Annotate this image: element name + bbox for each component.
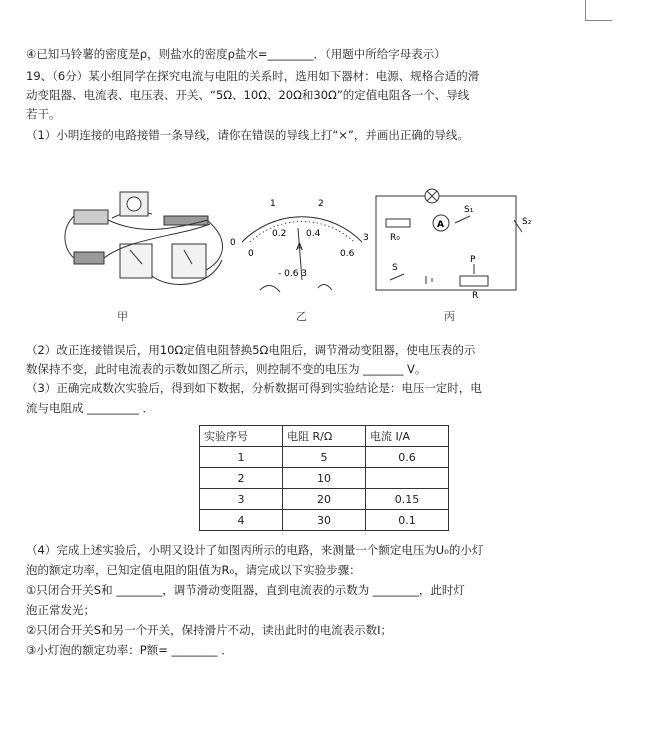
voltmeter-sketch: [172, 244, 206, 278]
table-cell: 4: [200, 510, 283, 531]
circuit-figures: [60, 180, 600, 330]
part4-step1-cont: 泡正常发光；: [26, 603, 95, 617]
question-19-part3-cont: 流与电阻成 _________ ．: [26, 401, 155, 415]
figure-jia-label: 甲: [117, 310, 128, 323]
table-row: [200, 447, 449, 468]
figure-jia-wiring: [65, 192, 223, 284]
question-19-stem-end: 若干。: [26, 107, 61, 121]
rheostat-symbol: [460, 276, 488, 286]
ammeter-unit-label: A: [296, 242, 303, 253]
terminal-wires: [260, 284, 332, 292]
upper-tick-1: 1: [270, 199, 276, 209]
switch-s2: [514, 220, 522, 232]
question-18-step4: ④已知马铃薯的密度是ρ，则盐水的密度ρ盐水=________．（用题中所给字母表示）: [26, 47, 446, 61]
upper-tick-2: 2: [318, 199, 324, 209]
switch-s1: [455, 216, 470, 223]
ammeter-terminals: - 0.6 3: [278, 269, 308, 279]
page-corner-mark: [585, 0, 612, 21]
label-s1: S₁: [464, 205, 474, 215]
lower-tick-0: 0: [248, 249, 254, 259]
question-19-stem: 19、（6分）某小组同学在探究电流与电阻的关系时，选用如下器材：电源、规格合适的滑: [26, 69, 480, 83]
table-cell: 10: [283, 468, 366, 489]
table-cell: 3: [200, 489, 283, 510]
data-table: [199, 425, 449, 531]
question-19-part3: （3）正确完成数次实验后，得到如下数据，分析数据可得到实验结论是：电压一定时，电: [26, 381, 482, 395]
upper-tick-0: 0: [230, 238, 236, 248]
table-cell: 20: [283, 489, 366, 510]
table-cell: 0.1: [366, 510, 449, 531]
question-19-stem-cont: 动变阻器、电流表、电压表、开关、“5Ω、10Ω、20Ω和30Ω”的定值电阻各一个、导线: [26, 88, 470, 102]
label-ammeter: A: [437, 220, 444, 230]
table-cell: 0.6: [366, 447, 449, 468]
question-19-part1: （1）小明连接的电路接错一条导线，请你在错误的导线上打“×”，并画出正确的导线。: [26, 128, 469, 142]
lower-tick-04: 0.4: [306, 229, 321, 239]
label-r: R: [472, 291, 479, 301]
label-s: S: [392, 263, 398, 273]
part4-step2: ②只闭合开关S和另一个开关，保持滑片不动，读出此时的电流表示数I；: [26, 623, 392, 637]
table-cell: 1: [200, 447, 283, 468]
table-row: [200, 489, 449, 510]
switch-s: [390, 274, 404, 280]
table-cell: [366, 468, 449, 489]
lower-tick-06: 0.6: [340, 249, 355, 259]
table-header-row: [200, 426, 449, 447]
figure-bing-label: 丙: [444, 310, 455, 323]
label-p: P: [470, 255, 476, 265]
table-cell: 0.15: [366, 489, 449, 510]
label-r0: R₀: [390, 233, 400, 243]
table-cell: 2: [200, 468, 283, 489]
part4-step1: ①只闭合开关S和 ________，调节滑动变阻器，直到电流表的示数为 ________，此时灯: [26, 583, 465, 597]
question-19-part2-cont: 数保持不变，此时电流表的示数如图乙所示，则控制不变的电压为 _______ V。: [26, 362, 427, 376]
upper-tick-3: 3: [363, 233, 369, 243]
part4-step3: ③小灯泡的额定功率：P额= ________ ．: [26, 643, 233, 657]
label-s2: S₂: [522, 217, 532, 227]
table-cell: 30: [283, 510, 366, 531]
figure-yi-label: 乙: [296, 310, 307, 323]
question-19-part4: （4）完成上述实验后，小明又设计了如图丙所示的电路，来测量一个额定电压为U₀的小灯: [26, 543, 484, 557]
resistor-sketch: [74, 252, 104, 264]
rheostat-sketch: [164, 216, 208, 225]
battery-box: [74, 210, 108, 224]
question-19-part2: （2）改正连接错误后，用10Ω定值电阻替换5Ω电阻后，调节滑动变阻器，使电压表的示: [26, 343, 476, 357]
table-cell: 5: [283, 447, 366, 468]
question-19-part4-cont: 泡的额定功率，已知定值电阻的阻值为R₀，请完成以下实验步骤：: [26, 563, 361, 577]
lower-tick-02: 0.2: [272, 229, 287, 239]
table-row: [200, 510, 449, 531]
table-row: [200, 468, 449, 489]
header-cell: 电流 I/A: [366, 426, 449, 447]
r0-resistor: [386, 219, 410, 227]
header-cell: 实验序号: [200, 426, 283, 447]
header-cell: 电阻 R/Ω: [283, 426, 366, 447]
ammeter-sketch: [120, 244, 152, 278]
